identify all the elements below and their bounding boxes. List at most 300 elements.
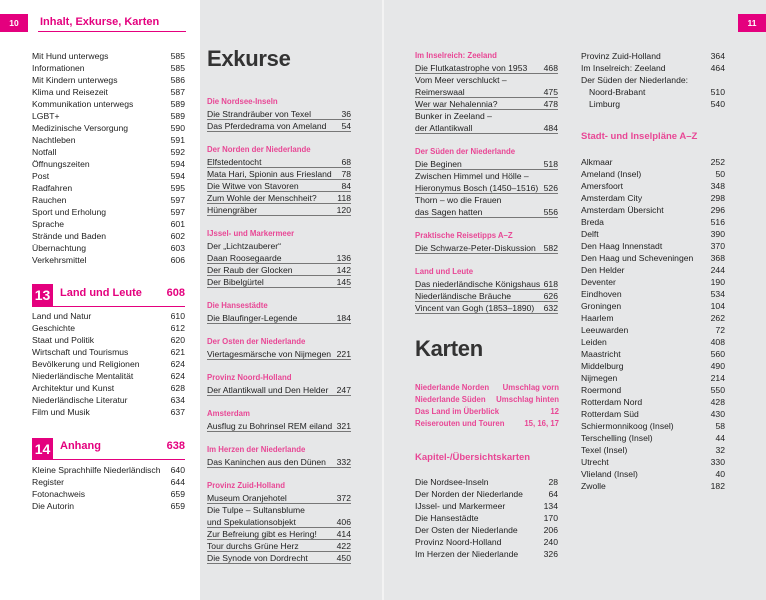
exkurs-entry bbox=[207, 492, 351, 504]
entry-title: Die Nordsee-Inseln bbox=[415, 477, 489, 487]
entry-title: Übernachtung bbox=[32, 243, 86, 253]
toc-entry bbox=[32, 322, 185, 334]
entry-page: 64 bbox=[548, 489, 558, 499]
entry-page: 590 bbox=[170, 123, 185, 133]
entry-page: 364 bbox=[710, 51, 725, 61]
exkurs-group-label: Praktische Reisetipps A–Z bbox=[415, 231, 513, 240]
exkurs-entry bbox=[207, 252, 351, 264]
toc-entry bbox=[581, 348, 725, 360]
chapter-rule-13 bbox=[32, 306, 185, 307]
entry-page: 620 bbox=[170, 335, 185, 345]
entry-title: Die Flutkatastrophe von 1953 bbox=[415, 63, 528, 73]
entry-page: 587 bbox=[170, 87, 185, 97]
entry-title: Ameland (Insel) bbox=[581, 169, 642, 179]
exkurs-entry bbox=[207, 504, 351, 516]
entry-title: und Spekulationsobjekt bbox=[207, 517, 296, 527]
running-header: Inhalt, Exkurse, Karten bbox=[40, 16, 160, 28]
entry-title: Der Süden der Niederlande: bbox=[581, 75, 689, 85]
entry-title: Vom Meer verschluckt – bbox=[415, 75, 507, 85]
exkurs-entry bbox=[415, 98, 558, 110]
toc-entry bbox=[581, 432, 725, 444]
entry-page: 450 bbox=[336, 553, 351, 563]
entry-page: 422 bbox=[336, 541, 351, 551]
entry-title: Im Inselreich: Zeeland bbox=[581, 63, 666, 73]
entry-title: Sprache bbox=[32, 219, 65, 229]
entry-title: Leeuwarden bbox=[581, 325, 629, 335]
entry-page: 240 bbox=[543, 537, 558, 547]
entry-title: Vincent van Gogh (1853–1890) bbox=[415, 303, 535, 313]
entry-page: 58 bbox=[715, 421, 725, 431]
entry-title: Der Bibelgürtel bbox=[207, 277, 264, 287]
exkurs-group-label: Die Nordsee-Inseln bbox=[207, 97, 278, 106]
entry-title: Der Norden der Niederlande bbox=[415, 489, 523, 499]
entry-page: 595 bbox=[170, 183, 185, 193]
entry-page: 550 bbox=[710, 385, 725, 395]
toc-entry bbox=[415, 476, 558, 488]
toc-entry bbox=[415, 394, 559, 406]
entry-title: Daan Roosegaarde bbox=[207, 253, 282, 263]
entry-page: 321 bbox=[336, 421, 351, 431]
exkurs-entry bbox=[415, 62, 558, 74]
entry-title: Middelburg bbox=[581, 361, 624, 371]
entry-title: IJssel- und Markermeer bbox=[415, 501, 506, 511]
entry-title: Niederländische Bräuche bbox=[415, 291, 512, 301]
entry-title: Zum Wohle der Menschheit? bbox=[207, 193, 317, 203]
toc-entry bbox=[581, 276, 725, 288]
exkurs-entry bbox=[207, 456, 351, 468]
exkurs-entry bbox=[207, 168, 351, 180]
entry-title: Das Pferdedrama von Ameland bbox=[207, 121, 327, 131]
toc-entry bbox=[32, 230, 185, 242]
exkurs-entry bbox=[415, 86, 558, 98]
entry-title: Bunker in Zeeland – bbox=[415, 111, 492, 121]
entry-page: Umschlag vorn bbox=[502, 383, 559, 392]
toc-entry bbox=[32, 382, 185, 394]
exkurs-entry bbox=[207, 120, 351, 132]
entry-page: Umschlag hinten bbox=[496, 395, 559, 404]
exkurs-group-label: Die Hansestädte bbox=[207, 301, 268, 310]
entry-title: Strände und Baden bbox=[32, 231, 107, 241]
toc-entry bbox=[581, 300, 725, 312]
toc-entry bbox=[32, 500, 185, 512]
toc-entry bbox=[32, 218, 185, 230]
entry-title: Terschelling (Insel) bbox=[581, 433, 653, 443]
entry-title: Die Witwe von Stavoren bbox=[207, 181, 299, 191]
toc-entry bbox=[32, 74, 185, 86]
toc-entry bbox=[32, 346, 185, 358]
toc-entry bbox=[415, 512, 558, 524]
entry-page: 408 bbox=[710, 337, 725, 347]
exkurs-group-label: Provinz Zuid-Holland bbox=[207, 481, 285, 490]
toc-entry bbox=[32, 488, 185, 500]
toc-entry bbox=[581, 168, 725, 180]
entry-title: Notfall bbox=[32, 147, 57, 157]
exkurs-entry bbox=[415, 110, 558, 122]
toc-entry bbox=[581, 420, 725, 432]
entry-title: der Atlantikwall bbox=[415, 123, 473, 133]
exkurs-entry bbox=[207, 384, 351, 396]
exkurse-heading: Exkurse bbox=[207, 46, 291, 71]
entry-title: Deventer bbox=[581, 277, 616, 287]
entry-title: Land und Natur bbox=[32, 311, 92, 321]
entry-title: Niederländische Mentalität bbox=[32, 371, 134, 381]
exkurs-entry bbox=[415, 122, 558, 134]
toc-entry bbox=[32, 206, 185, 218]
header-rule bbox=[38, 31, 186, 32]
toc-entry bbox=[581, 180, 725, 192]
toc-entry bbox=[581, 74, 725, 86]
entry-page: 12 bbox=[550, 407, 559, 416]
exkurs-entry bbox=[415, 74, 558, 86]
entry-page: 54 bbox=[341, 121, 351, 131]
entry-page: 247 bbox=[336, 385, 351, 395]
toc-entry bbox=[581, 360, 725, 372]
entry-page: 330 bbox=[710, 457, 725, 467]
toc-entry bbox=[581, 312, 725, 324]
toc-entry bbox=[581, 50, 725, 62]
toc-entry bbox=[32, 98, 185, 110]
toc-entry bbox=[32, 394, 185, 406]
entry-title: Kommunikation unterwegs bbox=[32, 99, 134, 109]
toc-entry bbox=[581, 228, 725, 240]
entry-page: 490 bbox=[710, 361, 725, 371]
exkurs-group-label: Im Herzen der Niederlande bbox=[207, 445, 306, 454]
chapter-number-13: 13 bbox=[32, 284, 53, 306]
entry-page: 145 bbox=[336, 277, 351, 287]
toc-entry bbox=[32, 476, 185, 488]
entry-page: 484 bbox=[543, 123, 558, 133]
entry-title: Kleine Sprachhilfe Niederländisch bbox=[32, 465, 161, 475]
entry-page: 606 bbox=[170, 255, 185, 265]
exkurse-column-2 bbox=[415, 50, 558, 314]
entry-page: 78 bbox=[341, 169, 351, 179]
entry-title: Thorn – wo die Frauen bbox=[415, 195, 502, 205]
toc-entry bbox=[32, 146, 185, 158]
toc-entry bbox=[581, 216, 725, 228]
entry-title: Nachtleben bbox=[32, 135, 76, 145]
entry-title: Roermond bbox=[581, 385, 622, 395]
toc-entry bbox=[32, 182, 185, 194]
entry-title: Das niederländische Königshaus bbox=[415, 279, 541, 289]
entry-page: 184 bbox=[336, 313, 351, 323]
exkurs-entry bbox=[207, 180, 351, 192]
exkurs-entry bbox=[207, 540, 351, 552]
toc-entry bbox=[32, 406, 185, 418]
entry-page: 118 bbox=[337, 193, 351, 203]
toc-entry bbox=[32, 62, 185, 74]
entry-page: 640 bbox=[170, 465, 185, 475]
entry-title: Die Schwarze-Peter-Diskussion bbox=[415, 243, 536, 253]
exkurs-entry bbox=[415, 206, 558, 218]
entry-page: 32 bbox=[715, 445, 725, 455]
entry-page: 603 bbox=[170, 243, 185, 253]
toc-entry bbox=[581, 396, 725, 408]
toc-entry bbox=[32, 194, 185, 206]
entry-title: Maastricht bbox=[581, 349, 621, 359]
entry-title: Das Kaninchen aus den Dünen bbox=[207, 457, 326, 467]
toc-entry bbox=[32, 110, 185, 122]
exkurs-entry bbox=[207, 192, 351, 204]
entry-title: Alkmaar bbox=[581, 157, 613, 167]
entry-page: 634 bbox=[170, 395, 185, 405]
toc-entry bbox=[415, 418, 559, 430]
toc-entry bbox=[581, 336, 725, 348]
entry-page: 518 bbox=[543, 159, 558, 169]
stadt-list bbox=[581, 156, 725, 492]
entry-title: Film und Musik bbox=[32, 407, 90, 417]
entry-title: Das Land im Überblick bbox=[415, 407, 500, 416]
entry-page: 84 bbox=[341, 181, 351, 191]
exkurs-entry bbox=[207, 528, 351, 540]
exkurs-entry bbox=[415, 194, 558, 206]
entry-page: 370 bbox=[710, 241, 725, 251]
toc-entry bbox=[581, 444, 725, 456]
toc-entry bbox=[32, 158, 185, 170]
entry-title: Niederlande Norden bbox=[415, 383, 490, 392]
entry-page: 612 bbox=[170, 323, 185, 333]
entry-title: Nijmegen bbox=[581, 373, 618, 383]
chapter-title-13: Land und Leute bbox=[60, 287, 142, 299]
exkurs-group-label: Land und Leute bbox=[415, 267, 474, 276]
entry-title: Die Strandräuber von Texel bbox=[207, 109, 311, 119]
entry-title: Viertagesmärsche von Nijmegen bbox=[207, 349, 332, 359]
entry-title: Tour durchs Grüne Herz bbox=[207, 541, 299, 551]
entry-page: 628 bbox=[170, 383, 185, 393]
entry-title: Museum Oranjehotel bbox=[207, 493, 287, 503]
exkurs-entry bbox=[207, 348, 351, 360]
toc-entry bbox=[32, 464, 185, 476]
entry-title: Architektur und Kunst bbox=[32, 383, 115, 393]
entry-title: Elfstedentocht bbox=[207, 157, 262, 167]
toc-entry bbox=[32, 242, 185, 254]
entry-title: Mata Hari, Spionin aus Friesland bbox=[207, 169, 332, 179]
entry-page: 597 bbox=[170, 207, 185, 217]
toc-entry bbox=[581, 252, 725, 264]
entry-title: Fotonachweis bbox=[32, 489, 86, 499]
exkurs-entry bbox=[207, 420, 351, 432]
entry-page: 72 bbox=[715, 325, 725, 335]
entry-title: Die Blaufinger-Legende bbox=[207, 313, 298, 323]
chapter-number-14: 14 bbox=[32, 438, 53, 460]
toc-entry bbox=[32, 170, 185, 182]
entry-page: 298 bbox=[710, 193, 725, 203]
entry-title: Rauchen bbox=[32, 195, 67, 205]
exkurs-entry bbox=[415, 290, 558, 302]
toc-entry bbox=[581, 384, 725, 396]
exkurs-group-label: IJssel- und Markermeer bbox=[207, 229, 295, 238]
entry-page: 478 bbox=[543, 99, 558, 109]
entry-title: Geschichte bbox=[32, 323, 75, 333]
kapitel-list-cont bbox=[581, 50, 725, 110]
toc-entry bbox=[581, 98, 725, 110]
entry-title: Ausflug zu Bohrinsel REM eiland bbox=[207, 421, 333, 431]
entry-title: Provinz Noord-Holland bbox=[415, 537, 502, 547]
karten-legend bbox=[415, 382, 559, 430]
entry-title: Den Helder bbox=[581, 265, 625, 275]
toc-entry bbox=[32, 86, 185, 98]
exkurs-group-label: Der Norden der Niederlande bbox=[207, 145, 311, 154]
entry-page: 556 bbox=[543, 207, 558, 217]
entry-page: 262 bbox=[710, 313, 725, 323]
toc-entry bbox=[581, 264, 725, 276]
entry-title: Niederländische Literatur bbox=[32, 395, 128, 405]
entry-title: LGBT+ bbox=[32, 111, 60, 121]
entry-title: Radfahren bbox=[32, 183, 73, 193]
entry-page: 28 bbox=[548, 477, 558, 487]
entry-page: 190 bbox=[710, 277, 725, 287]
entry-page: 624 bbox=[170, 359, 185, 369]
entry-title: Die Tulpe – Sultansblume bbox=[207, 505, 305, 515]
entry-title: Zwischen Himmel und Hölle – bbox=[415, 171, 529, 181]
entry-title: Breda bbox=[581, 217, 604, 227]
entry-title: Mit Hund unterwegs bbox=[32, 51, 109, 61]
entry-page: 326 bbox=[543, 549, 558, 559]
entry-page: 468 bbox=[543, 63, 558, 73]
entry-page: 589 bbox=[170, 99, 185, 109]
entry-title: Register bbox=[32, 477, 64, 487]
entry-title: das Sagen hatten bbox=[415, 207, 483, 217]
toc-entry bbox=[415, 524, 558, 536]
chapter-rule-14 bbox=[32, 459, 185, 460]
entry-page: 644 bbox=[170, 477, 185, 487]
toc-entry bbox=[581, 456, 725, 468]
exkurse-column-1 bbox=[207, 96, 351, 564]
entry-title: Rotterdam Süd bbox=[581, 409, 639, 419]
entry-page: 510 bbox=[710, 87, 725, 97]
entry-title: Groningen bbox=[581, 301, 622, 311]
entry-title: Der „Lichtzauberer“ bbox=[207, 241, 282, 251]
entry-page: 624 bbox=[170, 371, 185, 381]
exkurs-entry bbox=[207, 108, 351, 120]
entry-page: 602 bbox=[170, 231, 185, 241]
entry-page: 659 bbox=[170, 501, 185, 511]
exkurs-entry bbox=[207, 156, 351, 168]
toc-entry bbox=[581, 192, 725, 204]
toc-entry bbox=[32, 50, 185, 62]
entry-page: 244 bbox=[710, 265, 725, 275]
entry-title: Der Osten der Niederlande bbox=[415, 525, 518, 535]
entry-page: 214 bbox=[710, 373, 725, 383]
exkurs-group-label: Der Osten der Niederlande bbox=[207, 337, 306, 346]
entry-title: Rotterdam Nord bbox=[581, 397, 643, 407]
entry-page: 296 bbox=[710, 205, 725, 215]
entry-page: 560 bbox=[710, 349, 725, 359]
entry-page: 15, 16, 17 bbox=[524, 419, 559, 428]
entry-page: 372 bbox=[336, 493, 351, 503]
toc-entry bbox=[581, 288, 725, 300]
entry-title: Limburg bbox=[589, 99, 621, 109]
entry-page: 206 bbox=[543, 525, 558, 535]
entry-page: 592 bbox=[170, 147, 185, 157]
entry-title: Reimerswaal bbox=[415, 87, 465, 97]
entry-page: 626 bbox=[543, 291, 558, 301]
entry-page: 582 bbox=[543, 243, 558, 253]
entry-title: Die Synode von Dordrecht bbox=[207, 553, 308, 563]
entry-title: Vlieland (Insel) bbox=[581, 469, 638, 479]
karten-heading: Karten bbox=[415, 336, 483, 361]
entry-title: Der Raub der Glocken bbox=[207, 265, 293, 275]
toc-entry bbox=[32, 122, 185, 134]
entry-page: 414 bbox=[336, 529, 351, 539]
entry-page: 68 bbox=[341, 157, 351, 167]
entry-title: Im Herzen der Niederlande bbox=[415, 549, 519, 559]
toc-entry bbox=[581, 156, 725, 168]
entry-title: Zwolle bbox=[581, 481, 606, 491]
toc-entry bbox=[415, 536, 558, 548]
entry-page: 430 bbox=[710, 409, 725, 419]
toc-entry bbox=[581, 408, 725, 420]
toc-entry bbox=[581, 204, 725, 216]
entry-page: 36 bbox=[341, 109, 351, 119]
entry-title: Reiserouten und Touren bbox=[415, 419, 505, 428]
entry-title: Niederlande Süden bbox=[415, 395, 486, 404]
toc-entry bbox=[581, 62, 725, 74]
entry-page: 526 bbox=[543, 183, 558, 193]
entry-title: Provinz Zuid-Holland bbox=[581, 51, 661, 61]
toc-entry bbox=[581, 480, 725, 492]
entry-page: 332 bbox=[336, 457, 351, 467]
chapter-page-13: 608 bbox=[166, 287, 185, 299]
exkurs-entry bbox=[207, 264, 351, 276]
entry-page: 589 bbox=[170, 111, 185, 121]
entry-page: 475 bbox=[543, 87, 558, 97]
toc-entry bbox=[415, 488, 558, 500]
toc-list-anhang bbox=[32, 464, 185, 512]
entry-page: 540 bbox=[710, 99, 725, 109]
entry-page: 348 bbox=[710, 181, 725, 191]
entry-page: 594 bbox=[170, 159, 185, 169]
toc-entry bbox=[581, 468, 725, 480]
toc-entry bbox=[581, 324, 725, 336]
entry-title: Noord-Brabant bbox=[589, 87, 646, 97]
toc-entry bbox=[32, 370, 185, 382]
toc-list-land-und-leute bbox=[32, 310, 185, 418]
exkurs-entry bbox=[415, 158, 558, 170]
exkurs-entry bbox=[415, 302, 558, 314]
stadt-heading: Stadt- und Inselpläne A–Z bbox=[581, 131, 698, 142]
entry-page: 170 bbox=[543, 513, 558, 523]
exkurs-group-label: Im Inselreich: Zeeland bbox=[415, 51, 497, 60]
entry-page: 591 bbox=[170, 135, 185, 145]
entry-page: 368 bbox=[710, 253, 725, 263]
toc-entry bbox=[32, 358, 185, 370]
entry-title: Verkehrsmittel bbox=[32, 255, 87, 265]
entry-title: Die Autorin bbox=[32, 501, 75, 511]
exkurs-entry bbox=[415, 278, 558, 290]
entry-page: 142 bbox=[336, 265, 351, 275]
toc-entry bbox=[415, 406, 559, 418]
entry-title: Texel (Insel) bbox=[581, 445, 628, 455]
entry-page: 585 bbox=[170, 51, 185, 61]
entry-title: Mit Kindern unterwegs bbox=[32, 75, 118, 85]
entry-page: 104 bbox=[710, 301, 725, 311]
entry-title: Die Hansestädte bbox=[415, 513, 479, 523]
entry-page: 601 bbox=[170, 219, 185, 229]
entry-title: Hieronymus Bosch (1450–1516) bbox=[415, 183, 539, 193]
toc-entry bbox=[581, 372, 725, 384]
exkurs-entry bbox=[207, 552, 351, 564]
entry-title: Amersfoort bbox=[581, 181, 624, 191]
exkurs-entry bbox=[207, 204, 351, 216]
exkurs-entry bbox=[415, 170, 558, 182]
entry-title: Sport und Erholung bbox=[32, 207, 107, 217]
page-number-left: 10 bbox=[0, 14, 28, 32]
entry-title: Post bbox=[32, 171, 50, 181]
exkurs-group-label: Provinz Noord-Holland bbox=[207, 373, 292, 382]
entry-page: 134 bbox=[543, 501, 558, 511]
toc-entry bbox=[581, 240, 725, 252]
entry-page: 621 bbox=[170, 347, 185, 357]
